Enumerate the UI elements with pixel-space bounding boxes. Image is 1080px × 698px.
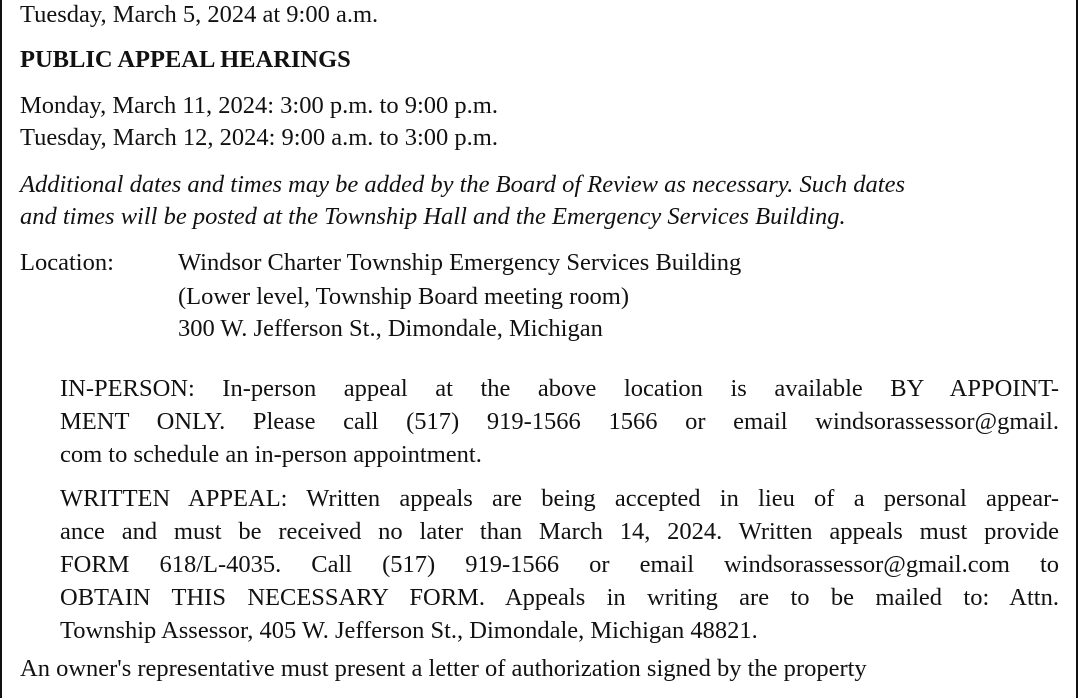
written-appeal-line-1: WRITTEN APPEAL: Written appeals are being accepted in lieu of a personal appear-	[60, 485, 1059, 512]
in-person-line-1: IN-PERSON: In-person appeal at the above location is available BY APPOINT-	[60, 375, 1059, 402]
written-appeal-line-3: FORM 618/L-4035. Call (517) 919-1566 or email windsorassessor@gmail.com to	[60, 551, 1059, 578]
location-label: Location:	[20, 249, 114, 276]
location-line-2: (Lower level, Township Board meeting room)	[178, 283, 629, 310]
written-appeal-paragraph	[60, 484, 1059, 646]
additional-note-line-1: Additional dates and times may be added by the Board of Review as necessary. Such dates	[20, 171, 906, 198]
in-person-paragraph	[60, 374, 1059, 470]
written-appeal-line-4: OBTAIN THIS NECESSARY FORM. Appeals in writing are to be mailed to: Attn.	[60, 584, 1059, 611]
hearing-date-2: Tuesday, March 12, 2024: 9:00 a.m. to 3:00 p.m.	[20, 124, 498, 151]
location-line-1: Windsor Charter Township Emergency Services Building	[178, 249, 742, 276]
appeal-hearings-heading: PUBLIC APPEAL HEARINGS	[20, 46, 351, 73]
authorization-line-cut-off: An owner's representative must present a letter of authorization signed by the property	[20, 655, 867, 682]
hearing-date-1: Monday, March 11, 2024: 3:00 p.m. to 9:00 p.m.	[20, 92, 498, 119]
in-person-line-3: com to schedule an in-person appointment.	[60, 441, 482, 468]
hearing-start-date: Tuesday, March 5, 2024 at 9:00 a.m.	[20, 1, 379, 28]
additional-note-line-2: and times will be posted at the Township Hall and the Emergency Services Building.	[20, 203, 846, 230]
written-appeal-line-2: ance and must be received no later than March 14, 2024. Written appeals must provide	[60, 518, 1059, 545]
location-line-3: 300 W. Jefferson St., Dimondale, Michigan	[178, 315, 603, 342]
in-person-line-2: MENT ONLY. Please call (517) 919-1566 1566 or email windsorassessor@gmail.	[60, 408, 1059, 435]
written-appeal-line-5: Township Assessor, 405 W. Jefferson St., Dimondale, Michigan 48821.	[60, 617, 758, 644]
